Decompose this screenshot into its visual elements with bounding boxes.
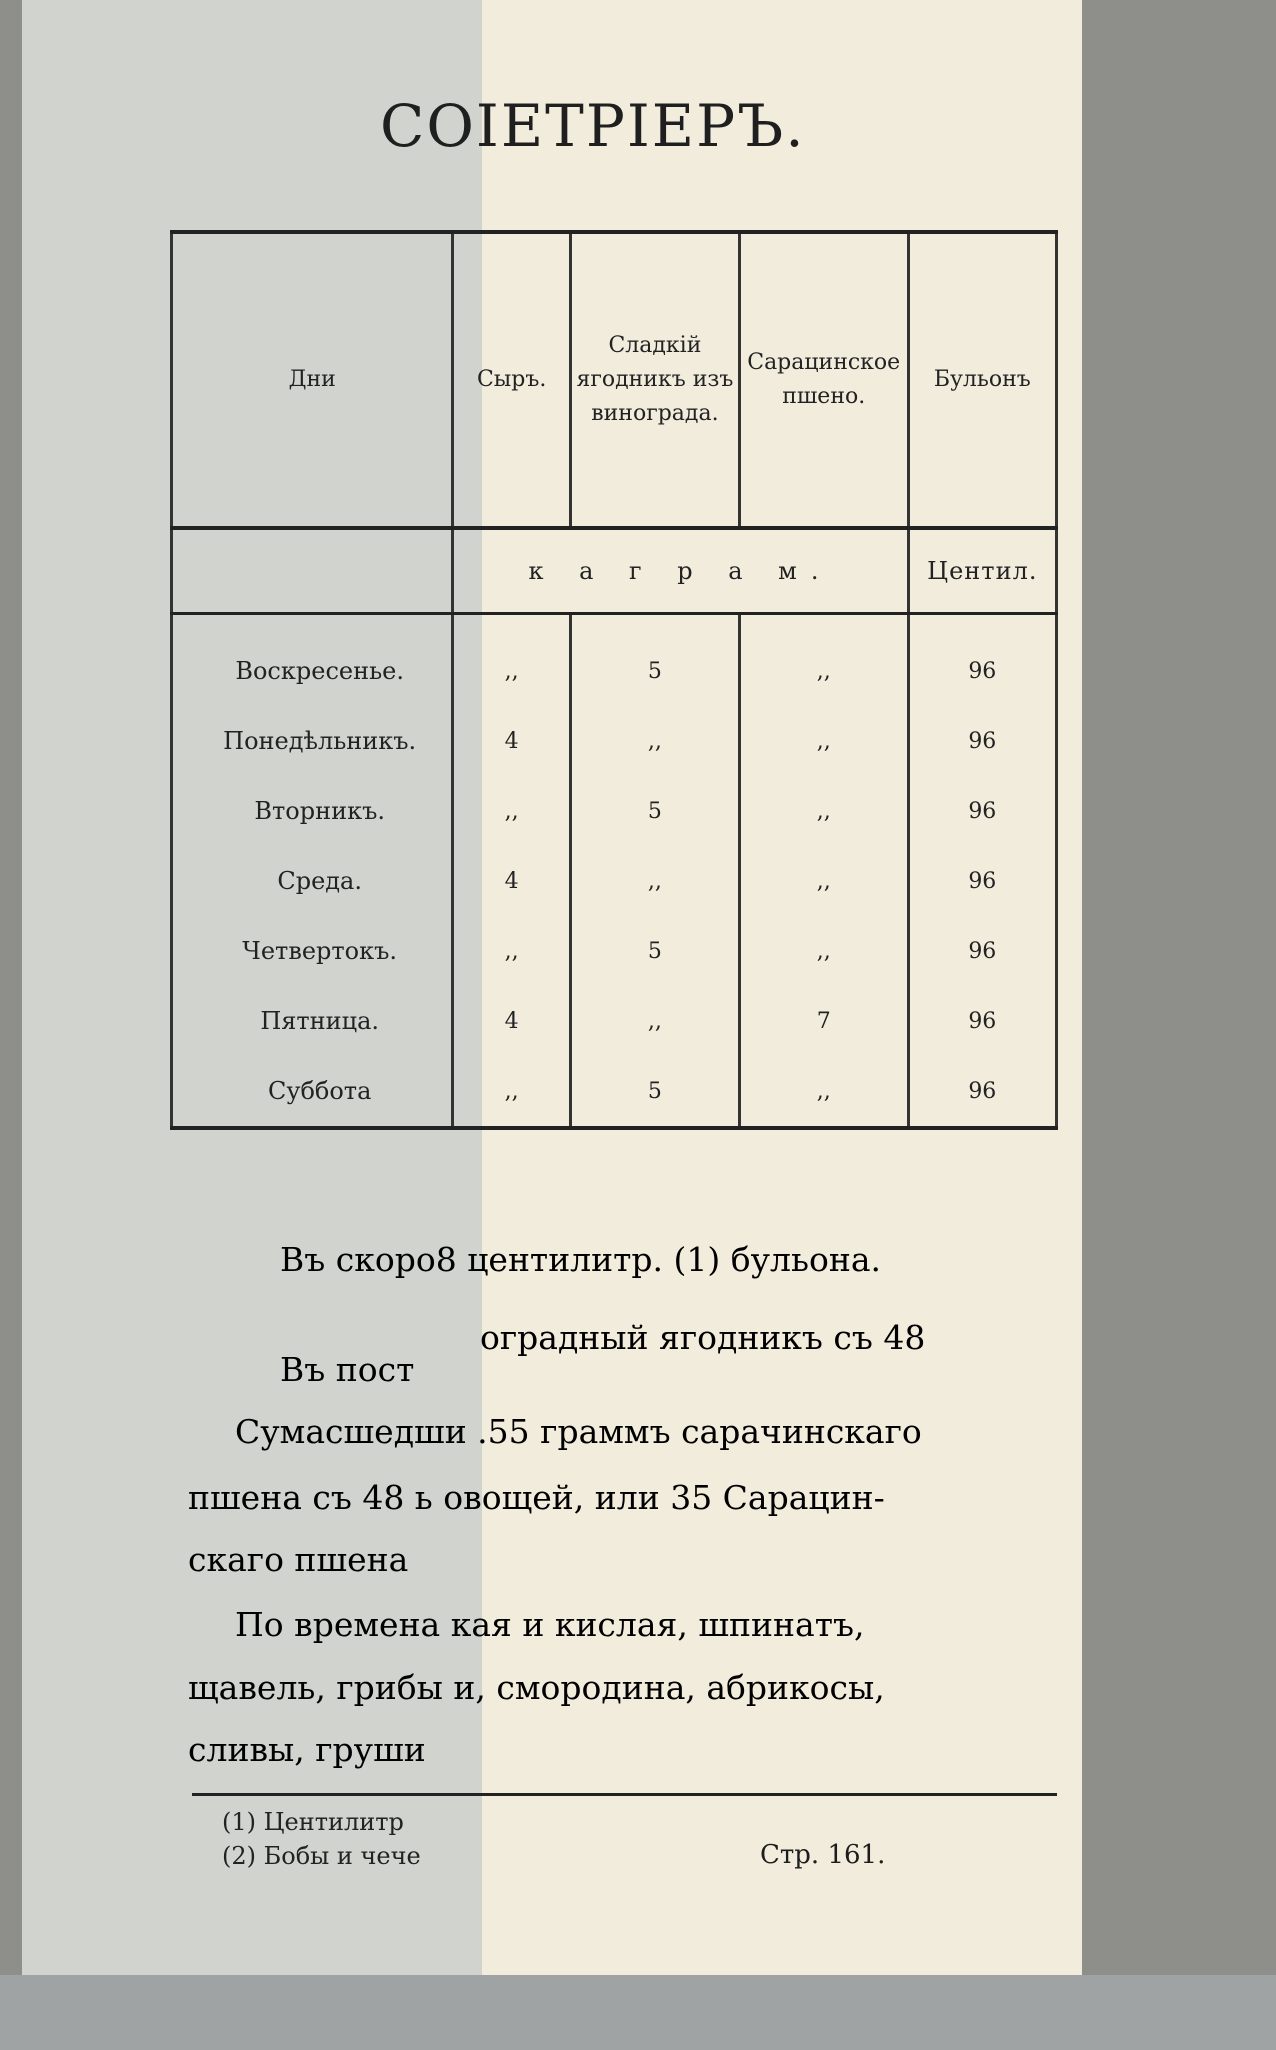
table-row: Воскресенье. ,, 5 ,, 96: [172, 614, 1057, 707]
table-row: Вторникъ. ,, 5 ,, 96: [172, 776, 1057, 846]
paragraph-line: оградный ягодникъ съ 48: [480, 1318, 926, 1357]
paragraph-line: Въ скоро8 центилитр. (1) бульона.: [280, 1240, 881, 1279]
table-row: Суббота ,, 5 ,, 96: [172, 1056, 1057, 1128]
footnote: (1) Центилитр: [222, 1808, 404, 1836]
unit-centiliter-label: Центил.: [908, 528, 1056, 614]
table-row: Пятница. 4 ,, 7 96: [172, 986, 1057, 1056]
scan-bottom-edge: [0, 1975, 1276, 2050]
header-rice: Сарацинское пшено.: [739, 232, 908, 528]
paragraph-line: Сумасшедши .55 граммъ сарачинскаго: [235, 1412, 922, 1451]
header-cheese: Сыръ.: [453, 232, 571, 528]
table-row: Понедѣльникъ. 4 ,, ,, 96: [172, 706, 1057, 776]
header-days: Дни: [172, 232, 453, 528]
paragraph-line: скаго пшена: [188, 1540, 409, 1579]
unit-grams-label: к а г р а м.: [453, 528, 908, 614]
table-row: Среда. 4 ,, ,, 96: [172, 846, 1057, 916]
paragraph-line: сливы, груши: [188, 1730, 426, 1769]
paragraph-line: Въ пост: [280, 1350, 415, 1389]
paragraph-line: По времена кая и кислая, шпинатъ,: [235, 1605, 865, 1644]
page-heading: СОIЕТРIЕРЪ.: [380, 92, 806, 160]
footnote-divider: [192, 1793, 1057, 1796]
table-row: Четвертокъ. ,, 5 ,, 96: [172, 916, 1057, 986]
paragraph-line: пшена съ 48 ь овощей, или 35 Сарацин-: [188, 1478, 885, 1517]
footnote: (2) Бобы и чече: [222, 1842, 421, 1870]
header-broth: Бульонъ: [908, 232, 1056, 528]
header-wine: Сладкій ягодникъ изъ винограда.: [571, 232, 740, 528]
page-reference: Стр. 161.: [760, 1840, 886, 1870]
paragraph-line: щавель, грибы и, смородина, абрикосы,: [188, 1668, 885, 1707]
diet-table: [170, 230, 1058, 1130]
